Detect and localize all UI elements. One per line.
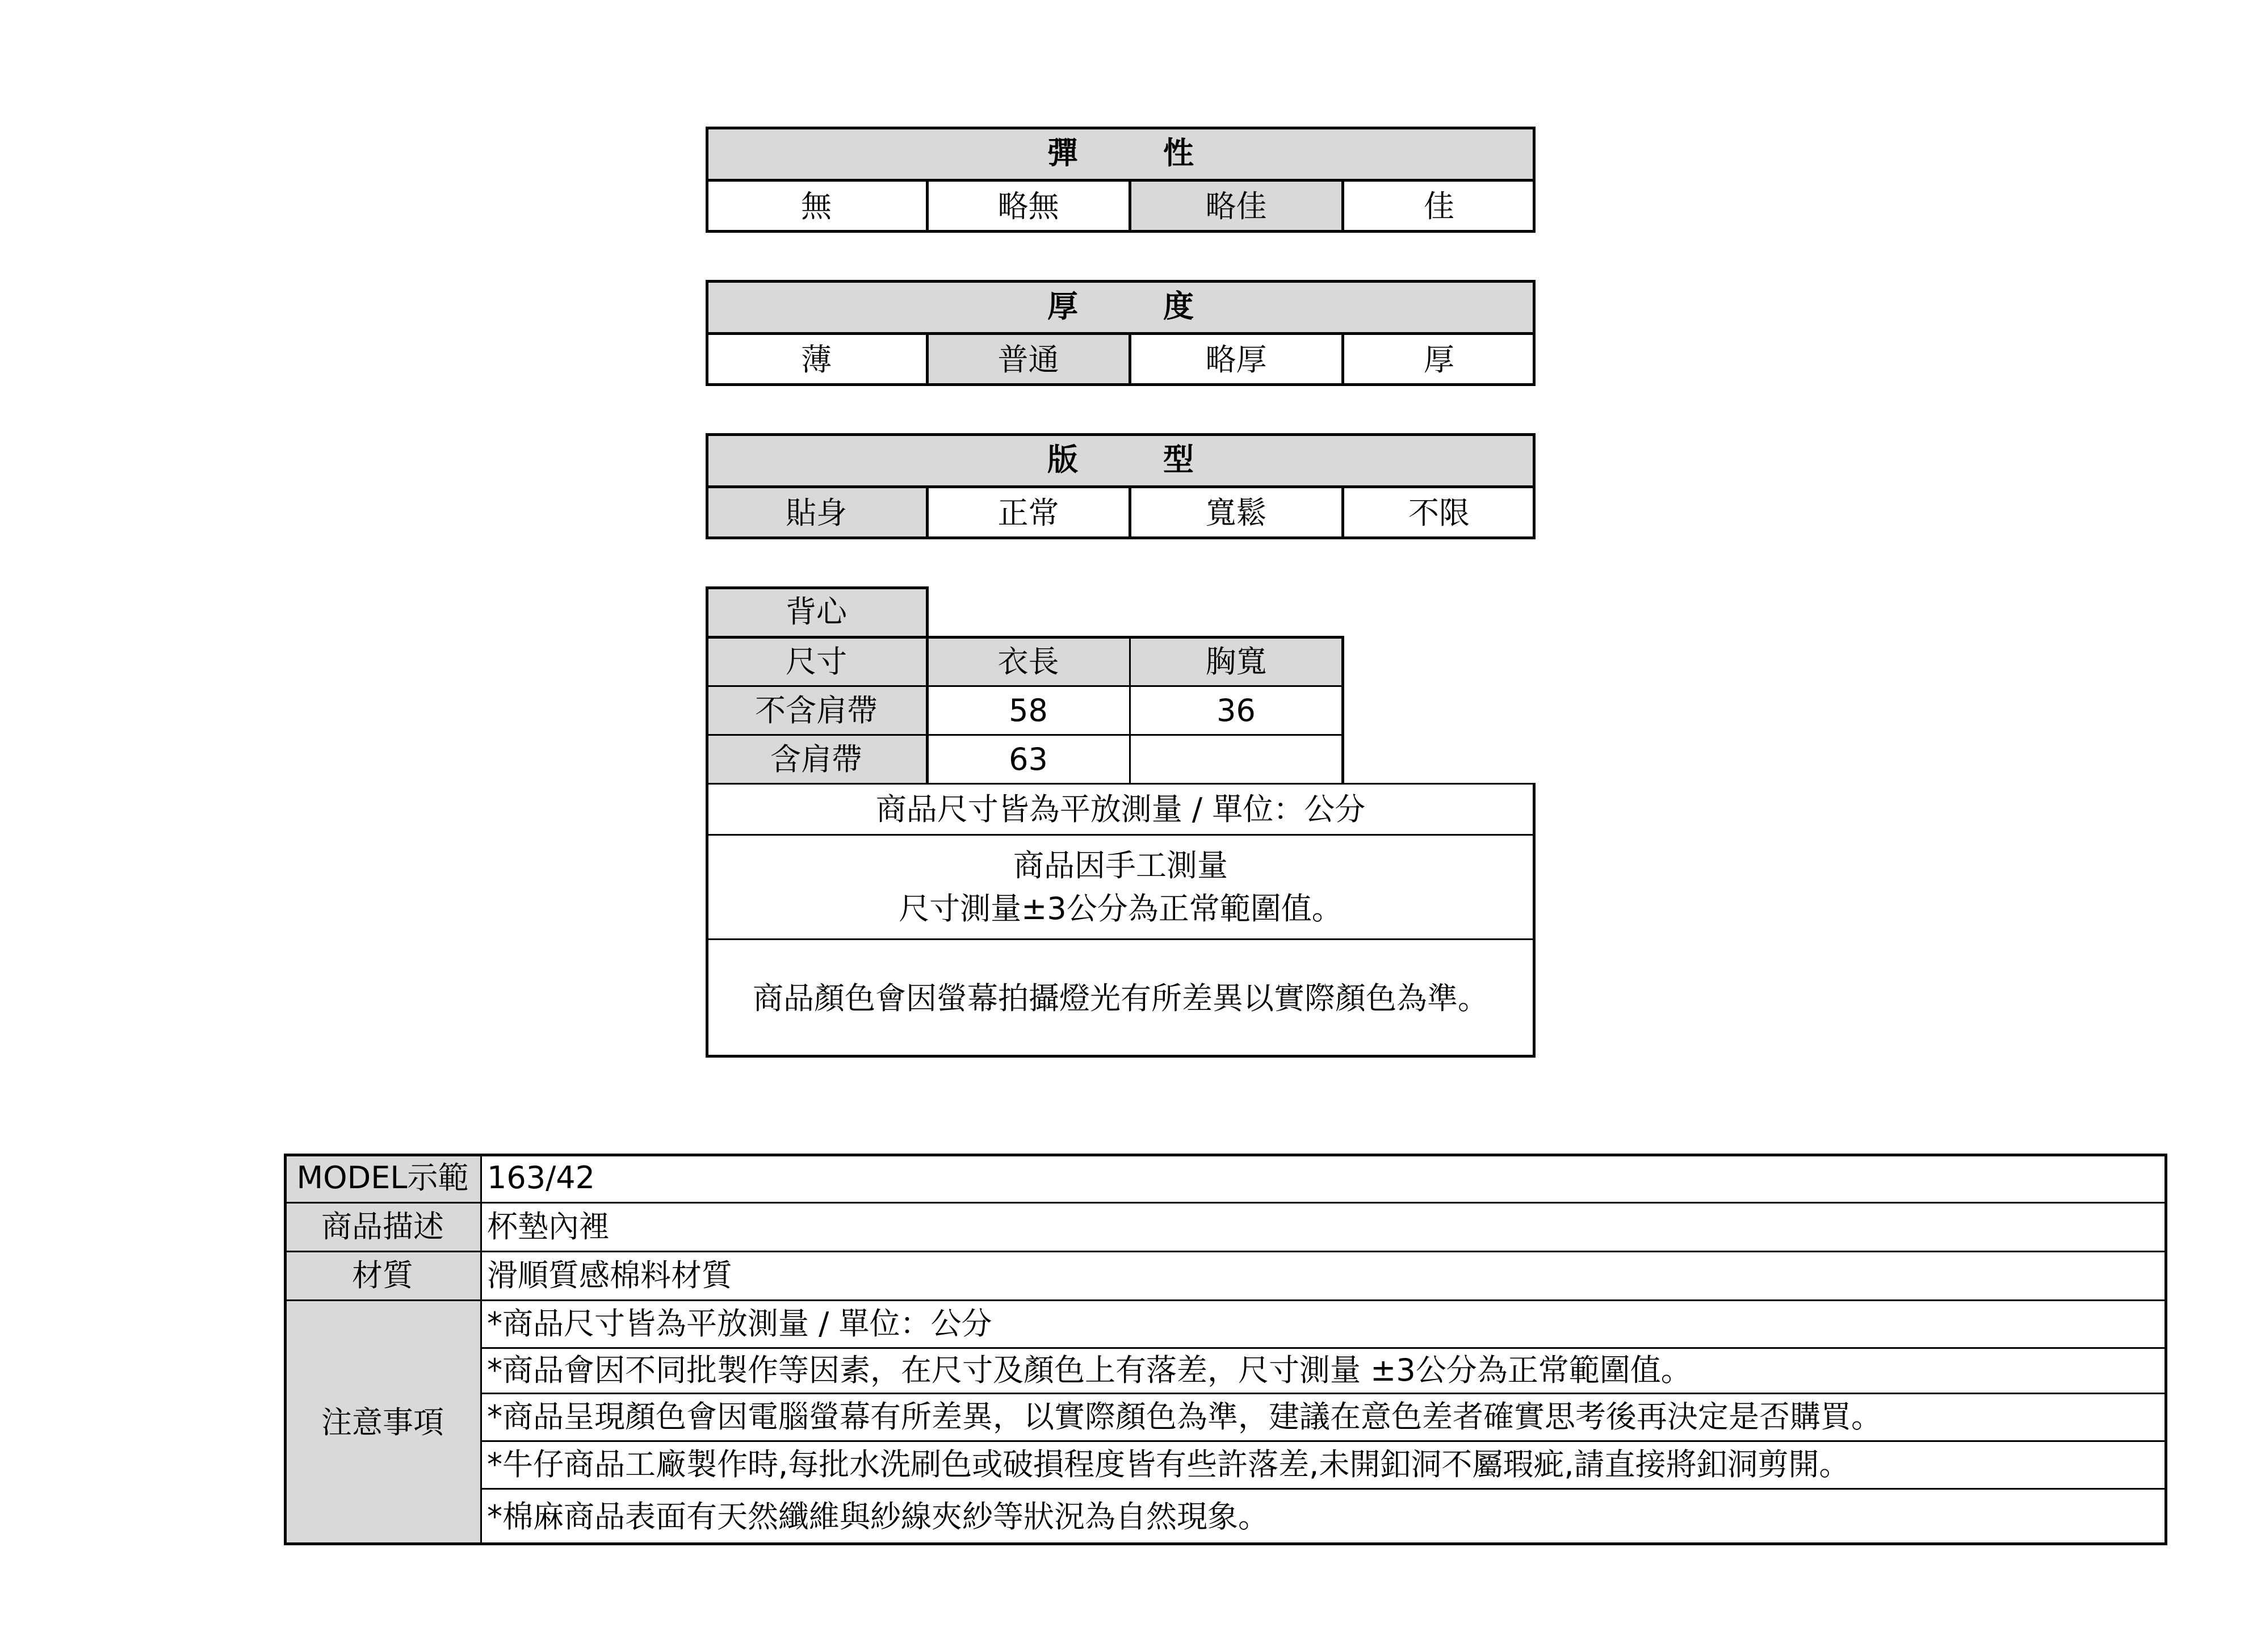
size-category: 背心 xyxy=(706,586,927,638)
fit-option-any: 不限 xyxy=(1408,494,1470,531)
size-header-length: 衣長 xyxy=(927,638,1130,686)
elasticity-option-slight-none: 略無 xyxy=(997,188,1059,224)
thickness-option-thick: 厚 xyxy=(1424,341,1454,378)
fit-option-regular: 正常 xyxy=(997,494,1059,531)
size-row-label: 不含肩帶 xyxy=(706,686,927,735)
size-note-measurement: 商品尺寸皆為平放測量 / 單位：公分 xyxy=(875,791,1366,827)
product-info-table xyxy=(284,1154,2167,1545)
note-item: *商品尺寸皆為平放測量 / 單位：公分 xyxy=(487,1305,992,1341)
note-item: *商品會因不同批製作等因素，在尺寸及顏色上有落差，尺寸測量 ±3公分為正常範圍值。 xyxy=(487,1352,1692,1388)
elasticity-option-good: 佳 xyxy=(1424,188,1454,224)
fit-table xyxy=(706,433,1536,539)
elasticity-title: 彈 性 xyxy=(706,127,1536,181)
material-label: 材質 xyxy=(284,1251,481,1300)
size-note-handmade-line1: 商品因手工測量 xyxy=(1013,847,1228,883)
thickness-table xyxy=(706,280,1536,386)
thickness-title: 厚 度 xyxy=(706,280,1536,334)
size-row-chest: 36 xyxy=(1217,692,1256,728)
size-note-handmade-line2: 尺寸測量±3公分為正常範圍值。 xyxy=(899,891,1343,926)
size-header-chest: 胸寬 xyxy=(1130,638,1343,686)
desc-value: 杯墊內裡 xyxy=(487,1208,610,1244)
notes-label: 注意事項 xyxy=(284,1300,481,1545)
size-note-handmade xyxy=(706,835,1536,940)
desc-label: 商品描述 xyxy=(284,1202,481,1251)
size-row-chest xyxy=(1130,735,1343,784)
size-note-color: 商品顏色會因螢幕拍攝燈光有所差異以實際顏色為準。 xyxy=(753,980,1488,1016)
note-item: *牛仔商品工廠製作時,每批水洗刷色或破損程度皆有些許落差,未開釦洞不屬瑕疵,請直接將釦洞剪開。 xyxy=(487,1446,1850,1482)
size-table xyxy=(706,586,1536,1058)
fit-title: 版 型 xyxy=(706,433,1536,487)
note-item: *棉麻商品表面有天然纖維與紗線夾紗等狀況為自然現象。 xyxy=(487,1498,1269,1534)
fit-option-loose: 寬鬆 xyxy=(1205,494,1267,531)
size-row-length: 58 xyxy=(1009,692,1048,728)
size-header-size: 尺寸 xyxy=(706,638,927,686)
note-item: *商品呈現顏色會因電腦螢幕有所差異，以實際顏色為準，建議在意色差者確實思考後再決定是否購買。 xyxy=(487,1398,1882,1435)
fit-option-slim: 貼身 xyxy=(706,487,927,539)
model-value: 163/42 xyxy=(487,1159,595,1196)
size-row-label: 含肩帶 xyxy=(706,735,927,784)
elasticity-option-none: 無 xyxy=(801,188,832,224)
size-row-length: 63 xyxy=(1009,741,1048,777)
thickness-option-thin: 薄 xyxy=(801,341,832,378)
thickness-option-slight-thick: 略厚 xyxy=(1205,341,1267,378)
model-label: MODEL示範 xyxy=(284,1154,481,1202)
thickness-option-normal: 普通 xyxy=(927,334,1130,386)
material-value: 滑順質感棉料材質 xyxy=(487,1257,732,1293)
elasticity-table xyxy=(706,127,1536,233)
elasticity-option-slight-good: 略佳 xyxy=(1130,181,1343,233)
